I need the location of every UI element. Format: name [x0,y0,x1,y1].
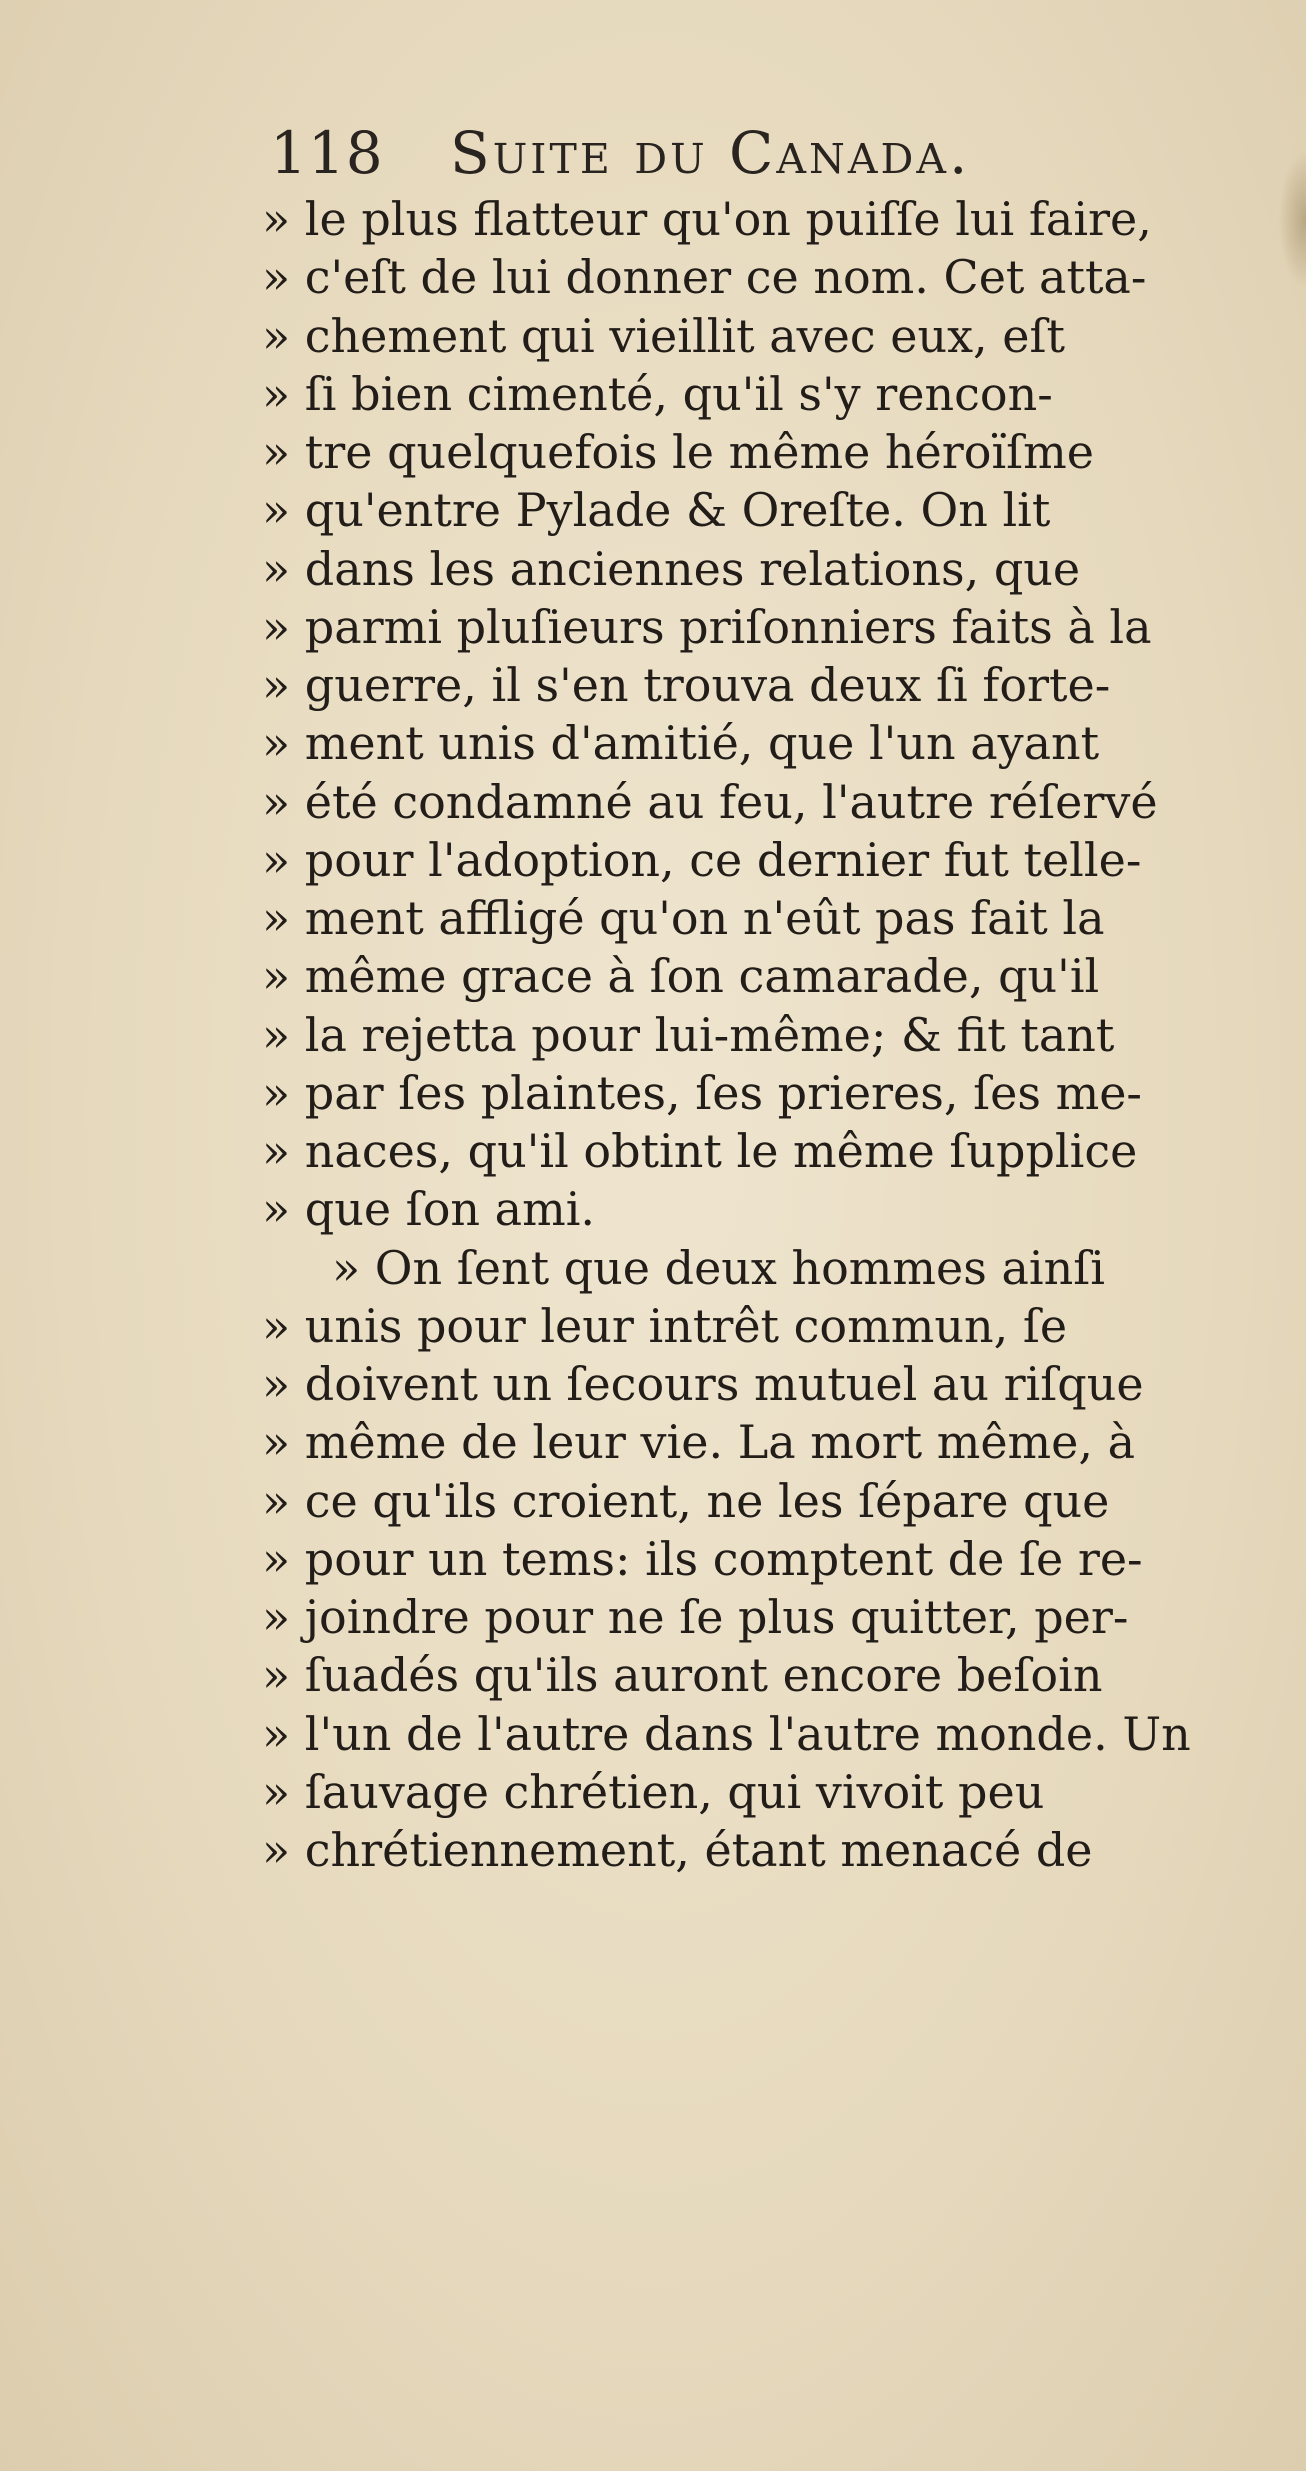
text-line: » guerre, il s'en trouva deux ſi forte- [262,658,1111,712]
text-line: » l'un de l'autre dans l'autre monde. Un [262,1706,1191,1761]
text-line: » pour l'adoption, ce dernier fut telle- [262,832,1142,887]
text-line: » ſuadés qu'ils auront encore beſoin [262,1648,1103,1703]
body-text [262,190,1306,1879]
text-line: » parmi pluſieurs priſonniers faits à la [262,599,1152,654]
text-line: » été condamné au feu, l'autre réſervé [262,774,1158,829]
text-line: » même grace à ſon camarade, qu'il [262,949,1100,1004]
text-line: » naces, qu'il obtint le même ſupplice [262,1124,1138,1178]
text-line: » que ſon ami. [262,1182,596,1237]
text-line: » ſi bien cimenté, qu'il s'y rencon- [262,366,1053,421]
text-line: » doivent un ſecours mutuel au riſque [262,1357,1144,1411]
text-line: » joindre pour ne ſe plus quitter, per- [262,1590,1129,1644]
text-line: » qu'entre Pylade & Oreſte. On lit [262,483,1051,538]
text-line: » ſauvage chrétien, qui vivoit peu [262,1764,1045,1819]
text-line: » ment affligé qu'on n'eût pas fait la [262,891,1105,945]
running-title: Suite du Canada. [450,119,971,187]
text-line: » pour un tems: ils comptent de ſe re- [262,1531,1143,1586]
text-line: » le plus flatteur qu'on puiſſe lui faire, [262,192,1152,246]
text-line: » ment unis d'amitié, que l'un ayant [262,716,1100,771]
text-line: » même de leur vie. La mort même, à [262,1415,1136,1470]
running-head [270,118,970,188]
text-line: » dans les anciennes relations, que [262,541,1081,596]
text-line: » unis pour leur intrêt commun, ſe [262,1298,1068,1353]
text-line: » ce qu'ils croient, ne les ſépare que [262,1473,1110,1528]
text-line: » par ſes plaintes, ſes prieres, ſes me- [262,1065,1142,1120]
page-number: 118 [270,119,384,187]
text-line: » chrétiennement, étant menacé de [262,1823,1093,1877]
paragraph-start-line: » On ſent que deux hommes ainſi [332,1240,1105,1295]
text-line: » la rejetta pour lui-même; & fit tant [262,1007,1115,1062]
text-line: » tre quelquefois le même héroïſme [262,425,1095,479]
text-line: » chement qui vieillit avec eux, eſt [262,308,1066,363]
text-line: » c'eſt de lui donner ce nom. Cet atta- [262,250,1147,305]
